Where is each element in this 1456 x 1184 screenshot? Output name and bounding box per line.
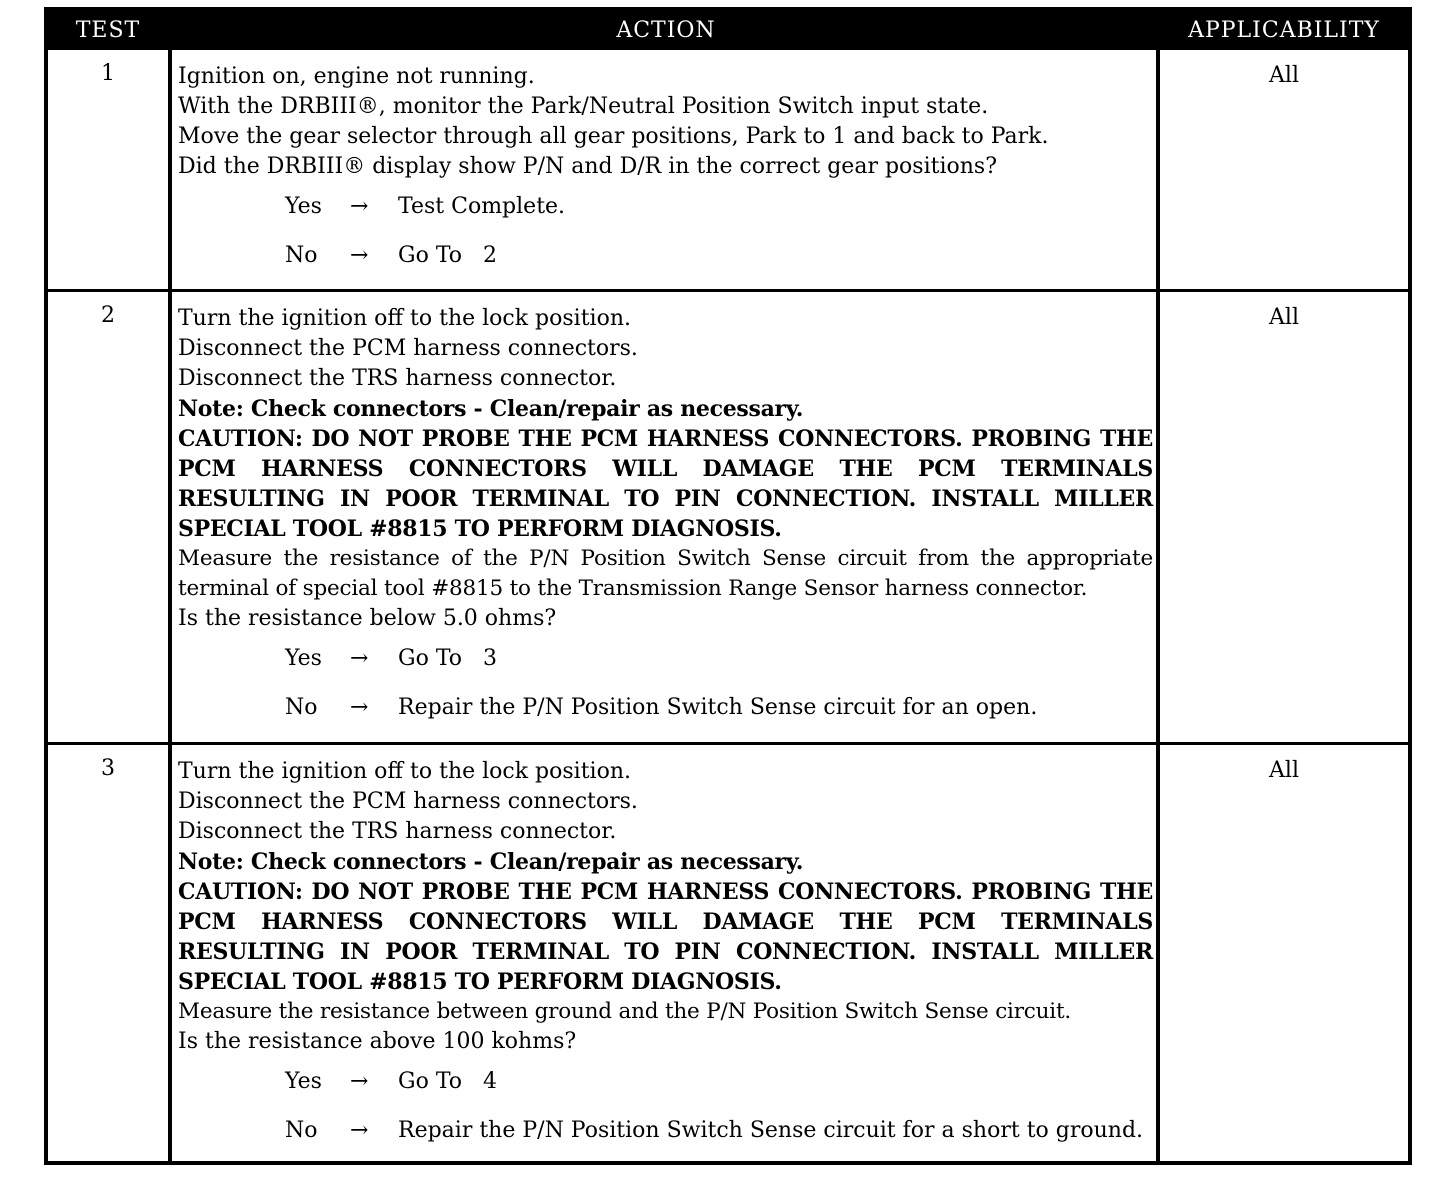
applicability: All (1269, 63, 1299, 88)
action-cell (178, 757, 1153, 1155)
diagnostic-table (44, 7, 1412, 1165)
action-step: Did the DRBIII® display show P/N and D/R in the correct gear positions? (178, 154, 997, 179)
table-header (48, 11, 1408, 50)
applicability: All (1269, 305, 1299, 330)
arrow-icon: → (350, 1118, 369, 1143)
no-answer (178, 231, 1153, 280)
yes-label: Yes (285, 646, 322, 671)
yes-result: Go To 3 (398, 646, 497, 671)
no-result: Go To 2 (398, 243, 497, 268)
action-step: Ignition on, engine not running. (178, 64, 535, 89)
table-row (48, 50, 1408, 289)
action-step: With the DRBIII®, monitor the Park/Neutral Position Switch input state. (178, 94, 989, 119)
question-text: Is the resistance above 100 kohms? (178, 1029, 577, 1054)
arrow-icon: → (350, 646, 369, 671)
no-label: No (285, 1118, 318, 1143)
test-number: 1 (101, 61, 115, 86)
action-step: Turn the ignition off to the lock position. (178, 306, 631, 331)
test-number: 2 (101, 303, 115, 328)
yes-answer (178, 634, 1153, 683)
action-cell (178, 62, 1153, 280)
caution-text: CAUTION: DO NOT PROBE THE PCM HARNESS CONNECTORS. PROBING THE PCM HARNESS CONNECTORS WILL DAMAGE THE PCM TERMINALS RESULTING IN POOR TERMINAL TO PIN CONNECTION. INSTALL MILLER SPECIAL TOOL #8815 TO PERFORM DIAGNOSIS. (178, 879, 1153, 995)
question-text: Is the resistance below 5.0 ohms? (178, 606, 557, 631)
action-step: Disconnect the TRS harness connector. (178, 819, 617, 844)
table-row (48, 745, 1408, 1161)
yes-result: Test Complete. (398, 194, 566, 219)
no-result: Repair the P/N Position Switch Sense circuit for an open. (398, 695, 1038, 720)
header-action: ACTION (616, 18, 716, 43)
arrow-icon: → (350, 695, 369, 720)
yes-answer (178, 1057, 1153, 1106)
yes-result: Go To 4 (398, 1069, 497, 1094)
test-number: 3 (101, 756, 115, 781)
no-answer (178, 683, 1153, 732)
action-step: Disconnect the PCM harness connectors. (178, 336, 638, 361)
table-row (48, 292, 1408, 742)
no-answer (178, 1106, 1153, 1155)
measure-step: Measure the resistance of the P/N Position Switch Sense circuit from the appropriate terminal of special tool #8815 to the Transmission Range Sensor harness connector. (178, 546, 1153, 601)
action-step: Move the gear selector through all gear positions, Park to 1 and back to Park. (178, 124, 1049, 149)
note-text: Note: Check connectors - Clean/repair as necessary. (178, 396, 804, 422)
yes-answer (178, 182, 1153, 231)
caution-text: CAUTION: DO NOT PROBE THE PCM HARNESS CONNECTORS. PROBING THE PCM HARNESS CONNECTORS WILL DAMAGE THE PCM TERMINALS RESULTING IN POOR TERMINAL TO PIN CONNECTION. INSTALL MILLER SPECIAL TOOL #8815 TO PERFORM DIAGNOSIS. (178, 426, 1153, 542)
arrow-icon: → (350, 243, 369, 268)
action-step: Disconnect the PCM harness connectors. (178, 789, 638, 814)
measure-step: Measure the resistance between ground and the P/N Position Switch Sense circuit. (178, 999, 1072, 1024)
action-step: Turn the ignition off to the lock position. (178, 759, 631, 784)
applicability: All (1269, 758, 1299, 783)
header-applicability: APPLICABILITY (1188, 18, 1380, 43)
no-result: Repair the P/N Position Switch Sense circuit for a short to ground. (398, 1118, 1144, 1143)
note-text: Note: Check connectors - Clean/repair as necessary. (178, 849, 804, 875)
header-test: TEST (75, 18, 141, 43)
no-label: No (285, 695, 318, 720)
yes-label: Yes (285, 1069, 322, 1094)
action-cell (178, 304, 1153, 732)
arrow-icon: → (350, 1069, 369, 1094)
action-step: Disconnect the TRS harness connector. (178, 366, 617, 391)
arrow-icon: → (350, 194, 369, 219)
no-label: No (285, 243, 318, 268)
yes-label: Yes (285, 194, 322, 219)
